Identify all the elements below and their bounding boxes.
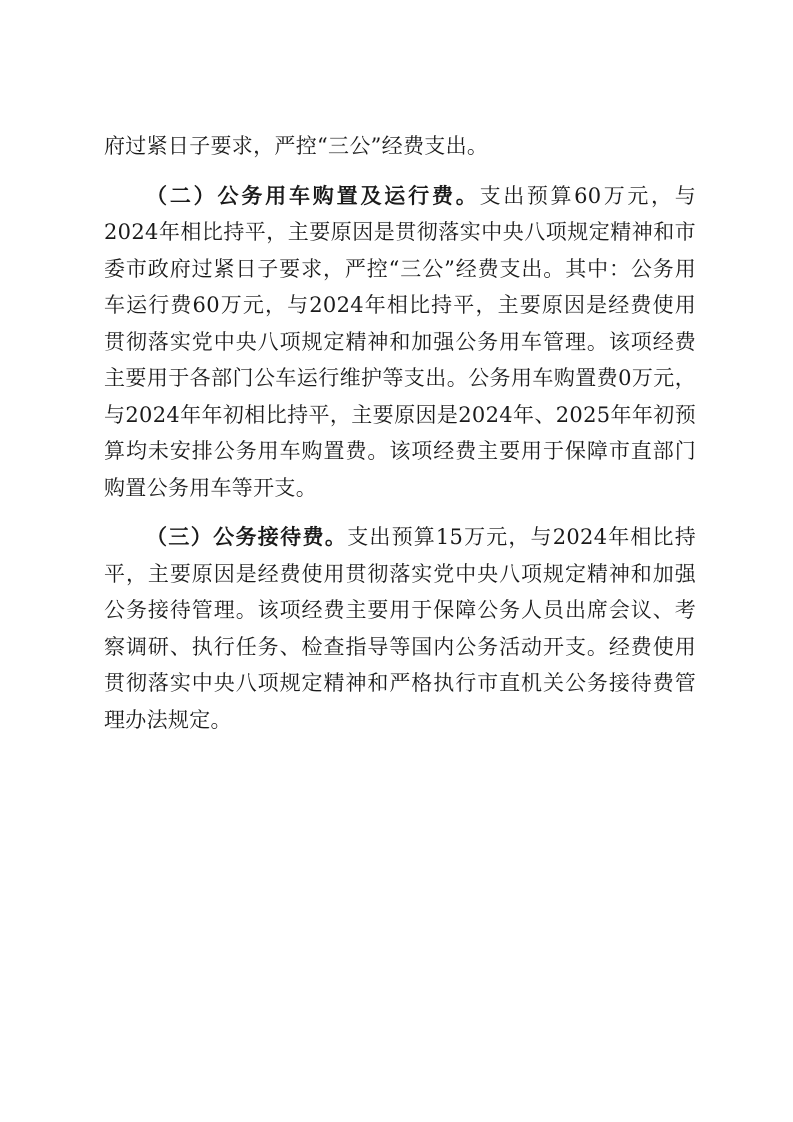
paragraph-spacer	[104, 506, 696, 519]
section-heading: （二）公务用车购置及运行费。	[146, 183, 480, 208]
document-body	[104, 128, 696, 738]
paragraph-spacer	[104, 165, 696, 178]
paragraph-text: 府过紧日子要求，严控“三公”经费支出。	[104, 134, 489, 158]
paragraph-reception-costs	[104, 519, 696, 738]
paragraph-vehicle-costs	[104, 178, 696, 507]
section-heading: （三）公务接待费。	[146, 525, 348, 549]
paragraph-text: 支出预算15万元，与2024年相比持平，主要原因是经费使用贯彻落实党中央八项规定精神和加强公务接待管理。该项经费主要用于保障公务人员出席会议、考察调研、执行任务、检查指导等国内公务活动开支。经费使用贯彻落实中央八项规定精神和严格执行市直机关公务接待费管理办法规定。	[104, 525, 696, 732]
paragraph-text: 支出预算60万元，与2024年相比持平，主要原因是贯彻落实中央八项规定精神和市委市政府过紧日子要求，严控“三公”经费支出。其中：公务用车运行费60万元，与2024年相比持平，主要原因是经费使用贯彻落实党中央八项规定精神和加强公务用车管理。该项经费主要用于各部门公车运行维护等支出。公务用车购置费0万元，与2024年年初相比持平，主要原因是2024年、2025年年初预算均未安排公务用车购置费。该项经费主要用于保障市直部门购置公务用车等开支。	[104, 183, 696, 500]
paragraph-continuation	[104, 128, 696, 165]
